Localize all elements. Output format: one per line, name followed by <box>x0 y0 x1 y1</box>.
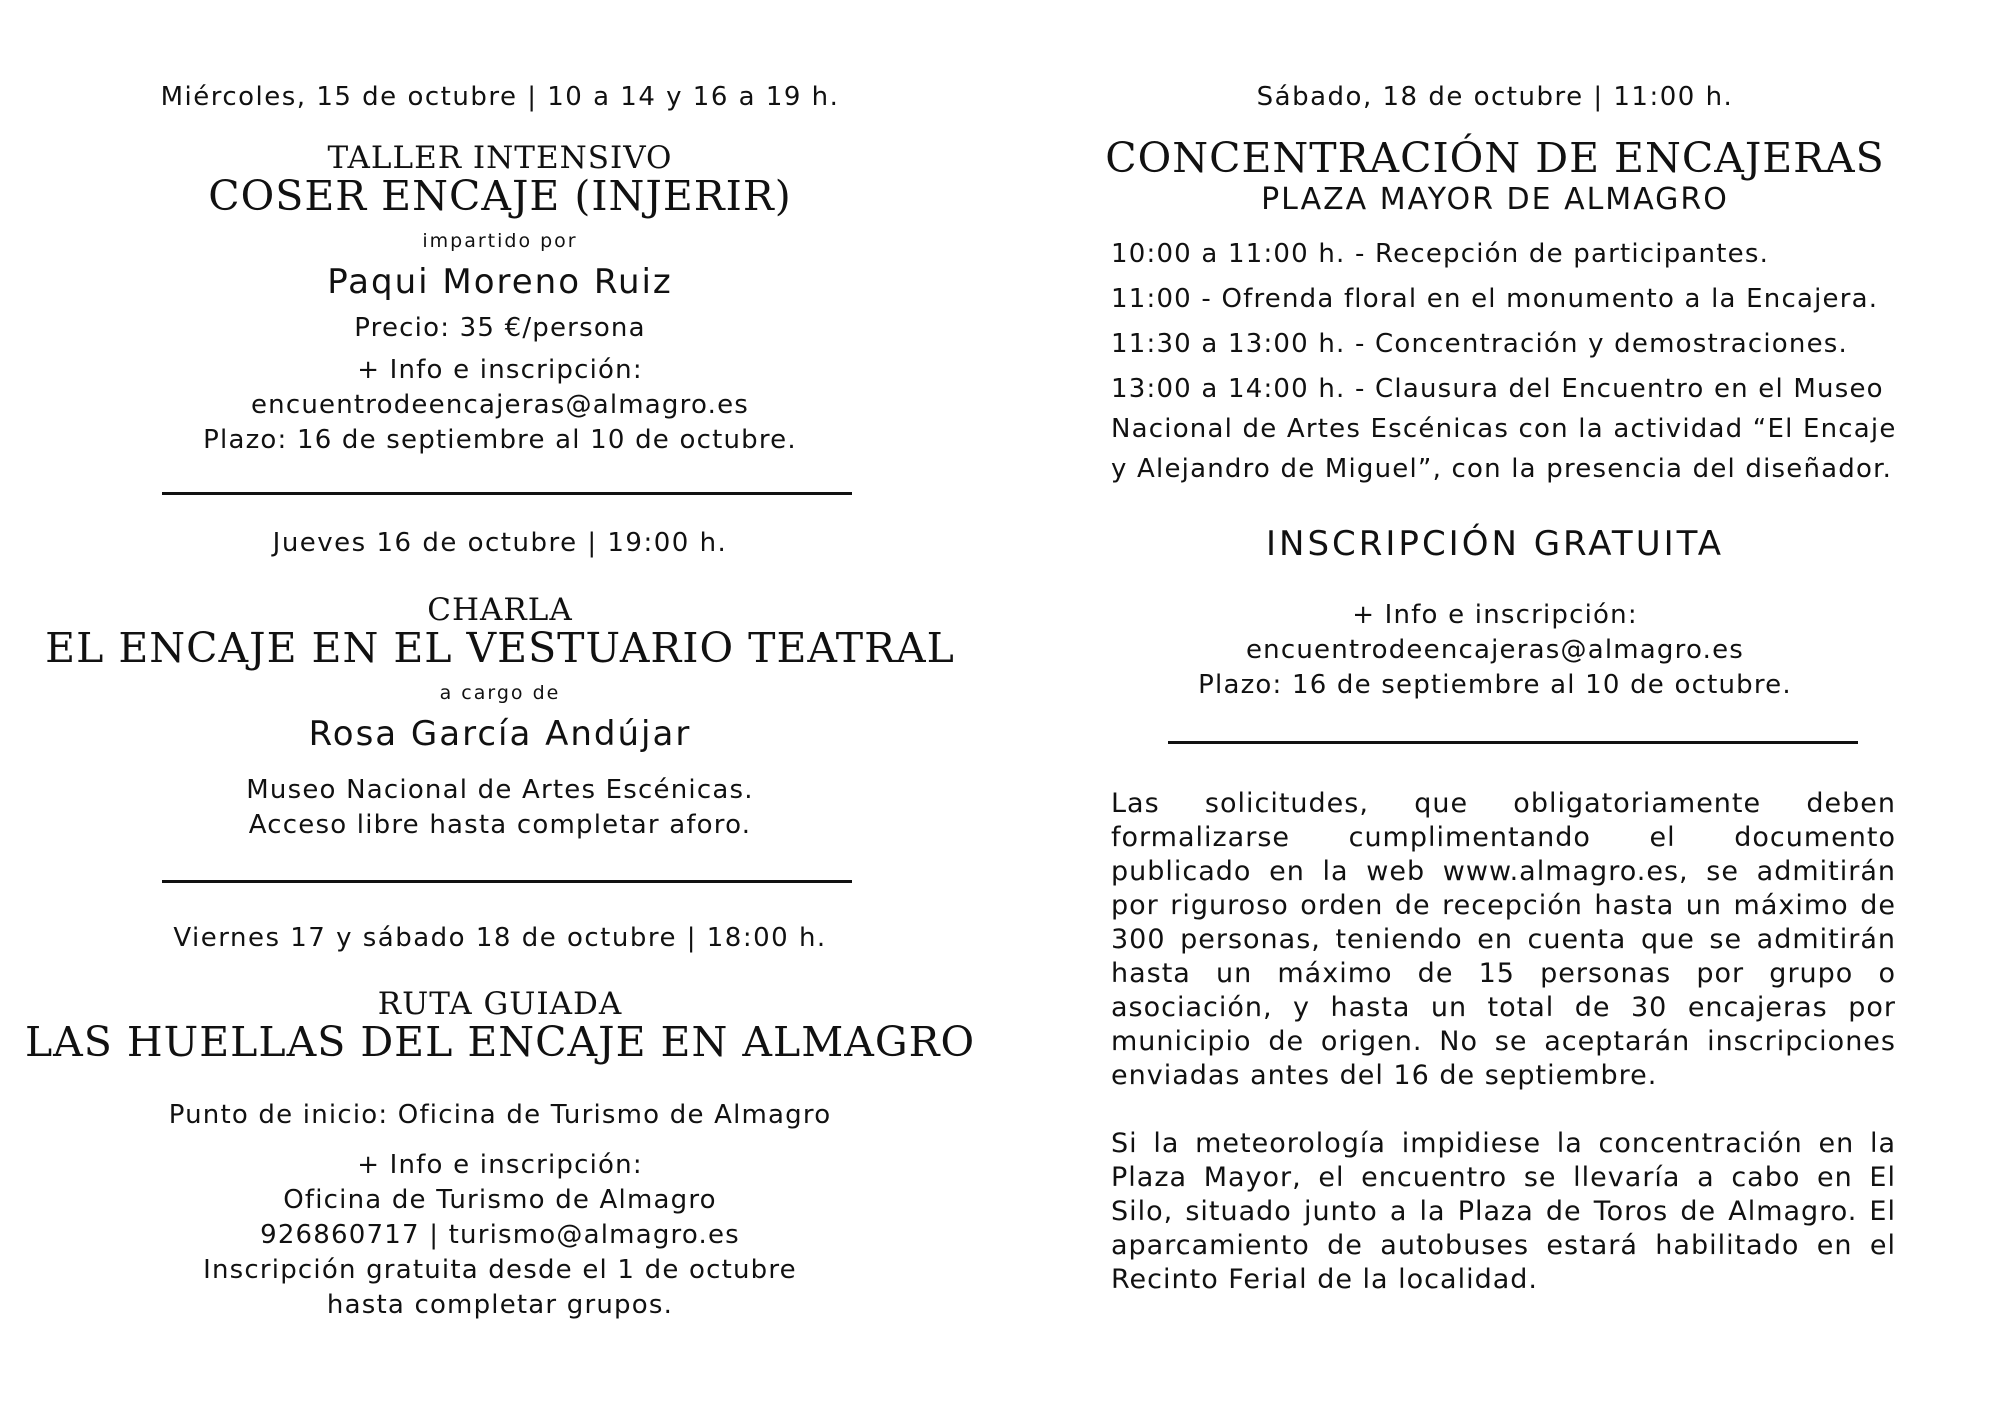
event3-date: Viernes 17 y sábado 18 de octubre | 18:00 h. <box>173 923 827 953</box>
schedule-item-3: 11:30 a 13:00 h. - Concentración y demostraciones. <box>1111 329 1848 359</box>
registration-title: INSCRIPCIÓN GRATUITA <box>1266 524 1724 564</box>
event3-title: LAS HUELLAS DEL ENCAJE EN ALMAGRO <box>24 1018 976 1066</box>
event1-email: encuentrodeencajeras@almagro.es <box>250 390 750 420</box>
event3-free-registration: Inscripción gratuita desde el 1 de octubre <box>203 1255 797 1285</box>
event3-groups: hasta completar grupos. <box>326 1290 674 1320</box>
right-info-label: + Info e inscripción: <box>1352 600 1638 630</box>
event2-person: Rosa García Andújar <box>308 714 692 754</box>
event3-office: Oficina de Turismo de Almagro <box>283 1185 717 1215</box>
event1-deadline: Plazo: 16 de septiembre al 10 de octubre. <box>203 425 797 455</box>
main-event-date: Sábado, 18 de octubre | 11:00 h. <box>1256 82 1734 112</box>
event2-venue: Museo Nacional de Artes Escénicas. <box>246 775 754 805</box>
weather-paragraph: Si la meteorología impidiese la concentración en la Plaza Mayor, el encuentro se llevaría a cabo en El Silo, situado junto a la Plaza de Toros de Almagro. El aparcamiento de autobuses estará habilitado en el Recinto Ferial de la localidad. <box>1111 1128 1896 1295</box>
event2-title: EL ENCAJE EN EL VESTUARIO TEATRAL <box>45 624 955 672</box>
event3-info-label: + Info e inscripción: <box>357 1150 643 1180</box>
event3-contact: 926860717 | turismo@almagro.es <box>260 1220 740 1250</box>
event1-person: Paqui Moreno Ruiz <box>327 262 673 302</box>
event2-date: Jueves 16 de octubre | 19:00 h. <box>272 528 728 558</box>
schedule-item-2: 11:00 - Ofrenda floral en el monumento a la Encajera. <box>1111 284 1879 314</box>
main-event-subtitle: PLAZA MAYOR DE ALMAGRO <box>1261 182 1729 217</box>
event3-type: RUTA GUIADA <box>377 986 623 1022</box>
event3-start-point: Punto de inicio: Oficina de Turismo de Almagro <box>168 1100 832 1130</box>
event1-by-label: impartido por <box>422 230 578 252</box>
right-deadline: Plazo: 16 de septiembre al 10 de octubre. <box>1198 670 1792 700</box>
conditions-paragraph: Las solicitudes, que obligatoriamente deben formalizarse cumplimentando el documento publicado en la web www.almagro.es, se admitirán por riguroso orden de recepción hasta un máximo de 300 personas, teniendo en cuenta que se admitirán hasta un máximo de 15 personas por grupo o asociación, y hasta un total de 30 encajeras por municipio de origen. No se aceptarán inscripciones enviadas antes del 16 de septiembre. <box>1111 788 1896 1091</box>
event1-type: TALLER INTENSIVO <box>327 140 673 176</box>
divider-right <box>1168 741 1858 744</box>
event2-type: CHARLA <box>427 592 573 628</box>
event1-info-label: + Info e inscripción: <box>357 355 643 385</box>
event1-date: Miércoles, 15 de octubre | 10 a 14 y 16 a 19 h. <box>160 82 840 112</box>
event2-access: Acceso libre hasta completar aforo. <box>248 810 752 840</box>
right-email: encuentrodeencajeras@almagro.es <box>1245 635 1745 665</box>
event1-title: COSER ENCAJE (INJERIR) <box>208 172 792 220</box>
schedule-item-4-line3: y Alejandro de Miguel”, con la presencia del diseñador. <box>1111 454 1893 484</box>
divider-1 <box>162 492 852 495</box>
schedule-item-1: 10:00 a 11:00 h. - Recepción de participantes. <box>1111 239 1770 269</box>
schedule-item-4: 13:00 a 14:00 h. - Clausura del Encuentro en el Museo <box>1111 374 1884 404</box>
event1-price: Precio: 35 €/persona <box>354 313 646 343</box>
main-event-title: CONCENTRACIÓN DE ENCAJERAS <box>1105 134 1885 182</box>
schedule-item-4-line2: Nacional de Artes Escénicas con la actividad “El Encaje <box>1111 414 1897 444</box>
event2-by-label: a cargo de <box>439 682 561 704</box>
divider-2 <box>162 880 852 883</box>
right-column <box>1000 0 2000 1414</box>
